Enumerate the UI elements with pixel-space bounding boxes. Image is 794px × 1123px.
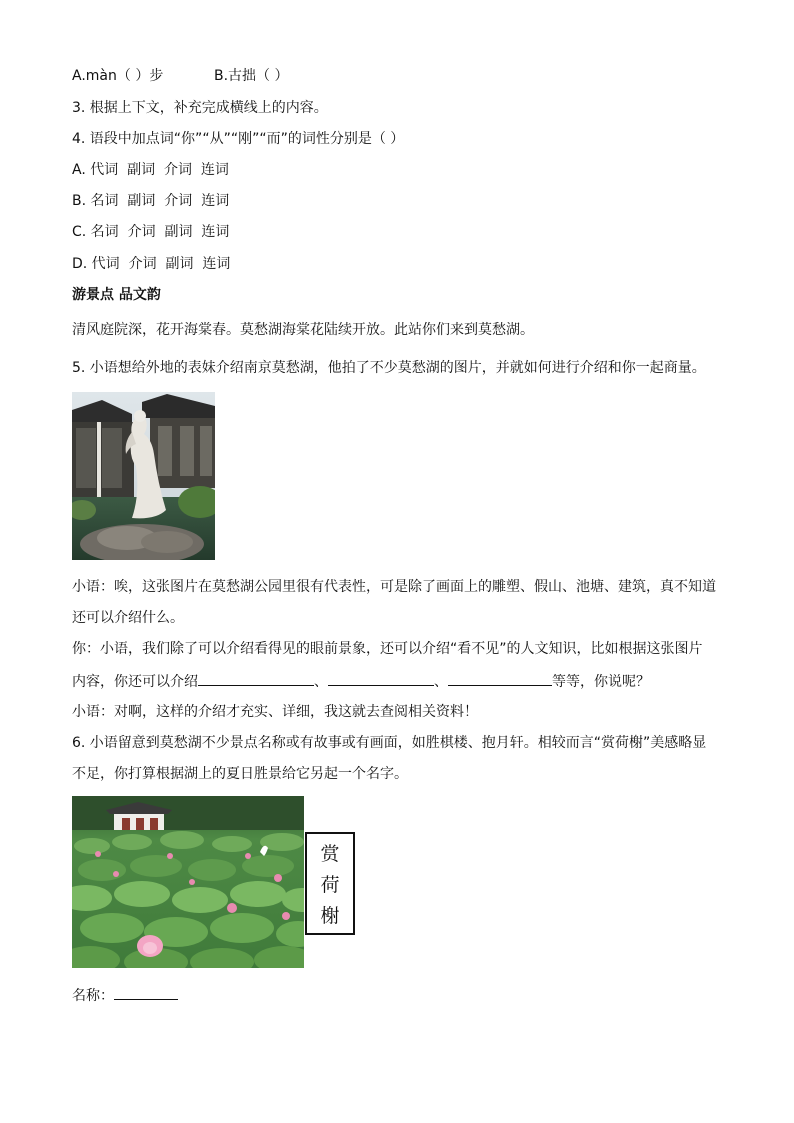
answer-blank-2[interactable] — [328, 671, 434, 686]
q5-stem: 5. 小语想给外地的表妹介绍南京莫愁湖，他拍了不少莫愁湖的图片，并就如何进行介绍和你一起商量。 — [72, 360, 706, 376]
blank-separator-2: 、 — [434, 674, 448, 690]
answer-blank-3[interactable] — [448, 671, 552, 686]
q5-dialog-2-line-1: 你：小语，我们除了可以介绍看得见的眼前景象，还可以介绍“看不见”的人文知识，比如根据这张图片 — [72, 641, 703, 657]
q2-option-a: A.màn（ ）步 — [72, 68, 164, 84]
q5-dialog-2-suffix: 等等，你说呢？ — [552, 674, 650, 690]
q4-stem: 4. 语段中加点词“你”“从”“刚”“而”的词性分别是（ ） — [72, 131, 405, 147]
q4-option-d: D. 代词 介词 副词 连词 — [72, 256, 231, 272]
answer-blank-1[interactable] — [198, 671, 314, 686]
q5-dialog-1-line-1: 小语：唉，这张图片在莫愁湖公园里很有代表性，可是除了画面上的雕塑、假山、池塘、建筑，真不知道 — [72, 579, 716, 595]
section-intro: 清风庭院深，花开海棠春。莫愁湖海棠花陆续开放。此站你们来到莫愁湖。 — [72, 322, 534, 338]
q5-dialog-2-line-2 — [72, 671, 650, 692]
q3-stem: 3. 根据上下文，补充完成横线上的内容。 — [72, 100, 328, 116]
sign-char-1: 赏 — [320, 843, 340, 865]
q2-options — [72, 66, 289, 86]
sign-char-3: 榭 — [320, 905, 340, 927]
q2-option-b: B.古拙（ ） — [214, 68, 289, 84]
q5-dialog-2-prefix: 内容，你还可以介绍 — [72, 674, 198, 690]
section-title: 游景点 品文韵 — [72, 287, 161, 303]
q5-dialog-1-line-2: 还可以介绍什么。 — [72, 610, 184, 626]
sign-char-2: 荷 — [320, 874, 340, 896]
q4-option-c: C. 名词 介词 副词 连词 — [72, 224, 230, 240]
q4-option-b: B. 名词 副词 介词 连词 — [72, 193, 230, 209]
q4-option-a: A. 代词 副词 介词 连词 — [72, 162, 229, 178]
q6-stem-line-1: 6. 小语留意到莫愁湖不少景点名称或有故事或有画面，如胜棋楼、抱月轩。相较而言“赏荷榭”美感略显 — [72, 735, 707, 751]
q6-stem-line-2: 不足，你打算根据湖上的夏日胜景给它另起一个名字。 — [72, 766, 408, 782]
q6-name-row — [72, 985, 178, 1006]
blank-separator-1: 、 — [314, 674, 328, 690]
q5-dialog-3: 小语：对啊，这样的介绍才充实、详细，我这就去查阅相关资料！ — [72, 704, 478, 720]
name-answer-blank[interactable] — [114, 985, 178, 1000]
vertical-sign-box — [305, 832, 355, 935]
lotus-pond-photo — [72, 796, 304, 968]
name-label: 名称： — [72, 988, 114, 1004]
statue-photo — [72, 392, 215, 560]
